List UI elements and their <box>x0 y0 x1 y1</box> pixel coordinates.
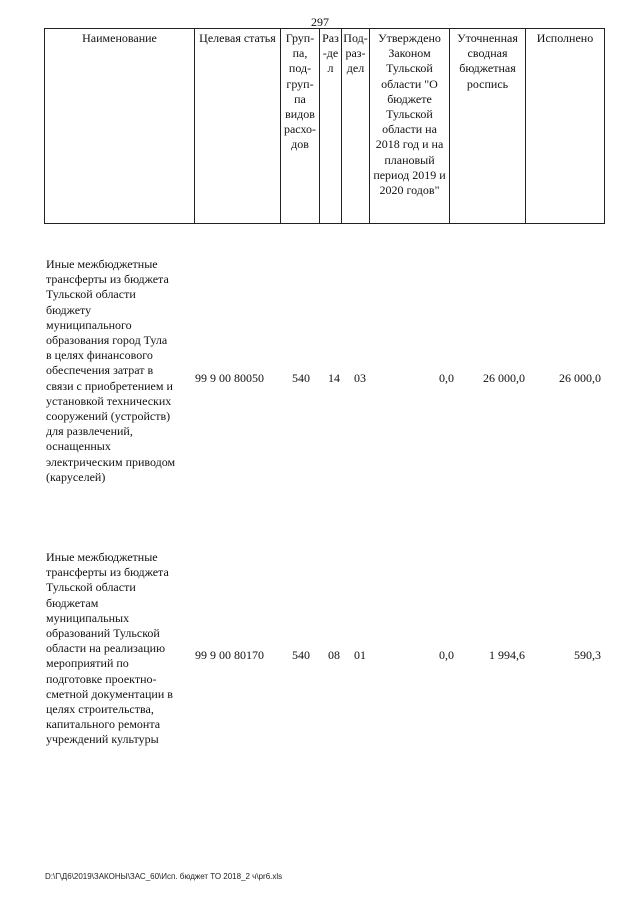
page-number: 297 <box>311 15 329 29</box>
header-refined: Уточненная сводная бюджетная роспись <box>450 29 526 224</box>
row-podrazdel: 01 <box>354 648 366 662</box>
row-expense-group: 540 <box>292 648 310 662</box>
file-path-footer: D:\Г\Д6\2019\ЗАКОНЫ\ЗАС_60\Исп. бюджет ТО 2018_2 ч\pr6.xls <box>45 872 283 881</box>
row-podrazdel: 03 <box>354 371 366 385</box>
row-target-article: 99 9 00 80050 <box>195 371 264 385</box>
row-executed: 590,3 <box>574 648 601 662</box>
row-razdel: 14 <box>328 371 340 385</box>
row-target-article: 99 9 00 80170 <box>195 648 264 662</box>
row-expense-group: 540 <box>292 371 310 385</box>
row-razdel: 08 <box>328 648 340 662</box>
row-name: Иные межбюджетные трансферты из бюджета Тульской области бюджетам муниципальных образований Тульской области на реализацию мероприятий по подготовке проектно- сметной документации в целях строительства, капитального ремонта учреждений культуры <box>46 550 173 747</box>
header-table <box>44 28 605 224</box>
row-refined: 26 000,0 <box>483 371 525 385</box>
header-executed: Исполнено <box>526 29 605 224</box>
header-razdel: Раз-дел <box>320 29 342 224</box>
row-executed: 26 000,0 <box>559 371 601 385</box>
row-name: Иные межбюджетные трансферты из бюджета Тульской области бюджету муниципального образования город Тула в целях финансового обеспечения затрат в связи с приобретением и установкой технических сооружений (устройств) для развлечений, оснащенных электрическим приводом (каруселей) <box>46 257 176 484</box>
header-approved: Утверждено Законом Тульской области "О бюджете Тульской области на 2018 год и на плановый период 2019 и 2020 годов" <box>370 29 450 224</box>
header-name: Наименование <box>45 29 195 224</box>
row-refined: 1 994,6 <box>489 648 525 662</box>
header-podrazdel: Под-раз-дел <box>342 29 370 224</box>
row-approved: 0,0 <box>439 371 454 385</box>
header-expense-group: Груп-па, под-груп-па видов расхо-дов <box>281 29 320 224</box>
header-target-article: Целевая статья <box>195 29 281 224</box>
row-approved: 0,0 <box>439 648 454 662</box>
